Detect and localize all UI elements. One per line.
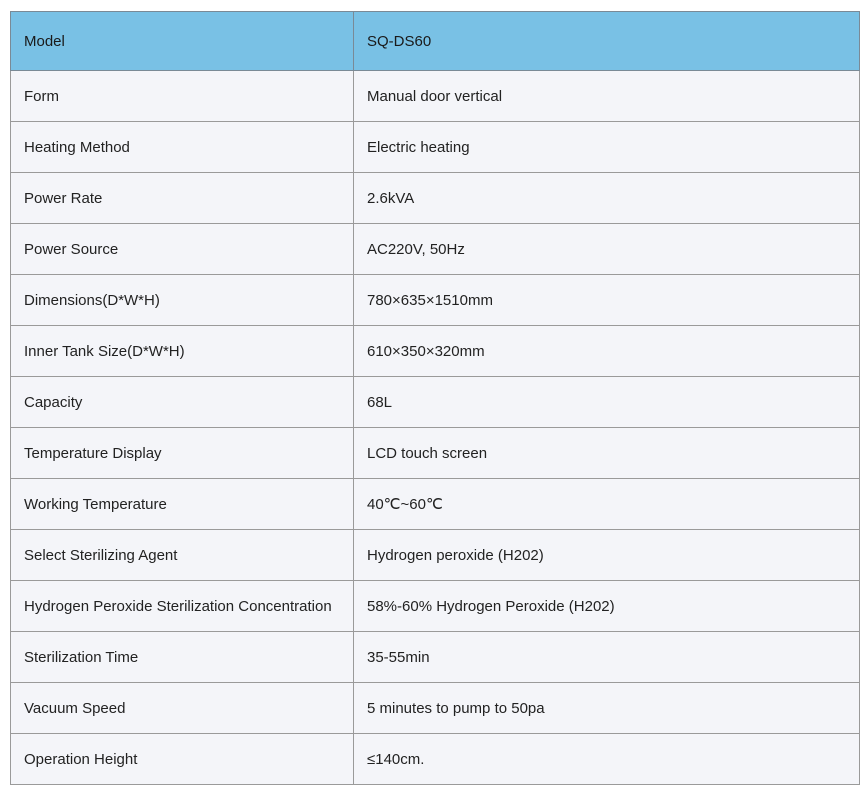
row-label: Dimensions(D*W*H): [11, 275, 354, 326]
row-value: 35-55min: [354, 632, 860, 683]
spec-table-header: [11, 12, 860, 71]
table-row-vacuum-speed: [11, 683, 860, 734]
row-label: Form: [11, 71, 354, 122]
row-value: Electric heating: [354, 122, 860, 173]
row-label: Operation Height: [11, 734, 354, 785]
row-value: 40℃~60℃: [354, 479, 860, 530]
row-label: Vacuum Speed: [11, 683, 354, 734]
table-row-sterilization-time: [11, 632, 860, 683]
row-label: Temperature Display: [11, 428, 354, 479]
table-row-form: [11, 71, 860, 122]
table-row-sterilizing-agent: [11, 530, 860, 581]
row-value: Hydrogen peroxide (H202): [354, 530, 860, 581]
row-value: 68L: [354, 377, 860, 428]
spec-table: [10, 11, 860, 785]
spec-table-body: [11, 71, 860, 785]
header-label-cell: Model: [11, 12, 354, 71]
row-label: Working Temperature: [11, 479, 354, 530]
table-row-sterilization-concentration: [11, 581, 860, 632]
row-label: Power Source: [11, 224, 354, 275]
row-label: Select Sterilizing Agent: [11, 530, 354, 581]
row-label: Hydrogen Peroxide Sterilization Concentration: [11, 581, 354, 632]
row-value: 58%-60% Hydrogen Peroxide (H202): [354, 581, 860, 632]
row-value: 610×350×320mm: [354, 326, 860, 377]
row-label: Power Rate: [11, 173, 354, 224]
row-value: LCD touch screen: [354, 428, 860, 479]
table-row-capacity: [11, 377, 860, 428]
table-row-working-temperature: [11, 479, 860, 530]
table-row-inner-tank-size: [11, 326, 860, 377]
row-label: Capacity: [11, 377, 354, 428]
row-value: AC220V, 50Hz: [354, 224, 860, 275]
row-value: Manual door vertical: [354, 71, 860, 122]
header-row: [11, 12, 860, 71]
row-value: 2.6kVA: [354, 173, 860, 224]
row-value: 5 minutes to pump to 50pa: [354, 683, 860, 734]
table-row-operation-height: [11, 734, 860, 785]
table-row-temperature-display: [11, 428, 860, 479]
row-label: Inner Tank Size(D*W*H): [11, 326, 354, 377]
table-row-power-source: [11, 224, 860, 275]
table-row-dimensions: [11, 275, 860, 326]
row-label: Heating Method: [11, 122, 354, 173]
row-value: ≤140cm.: [354, 734, 860, 785]
table-row-power-rate: [11, 173, 860, 224]
header-value-cell: SQ-DS60: [354, 12, 860, 71]
table-row-heating-method: [11, 122, 860, 173]
row-value: 780×635×1510mm: [354, 275, 860, 326]
row-label: Sterilization Time: [11, 632, 354, 683]
